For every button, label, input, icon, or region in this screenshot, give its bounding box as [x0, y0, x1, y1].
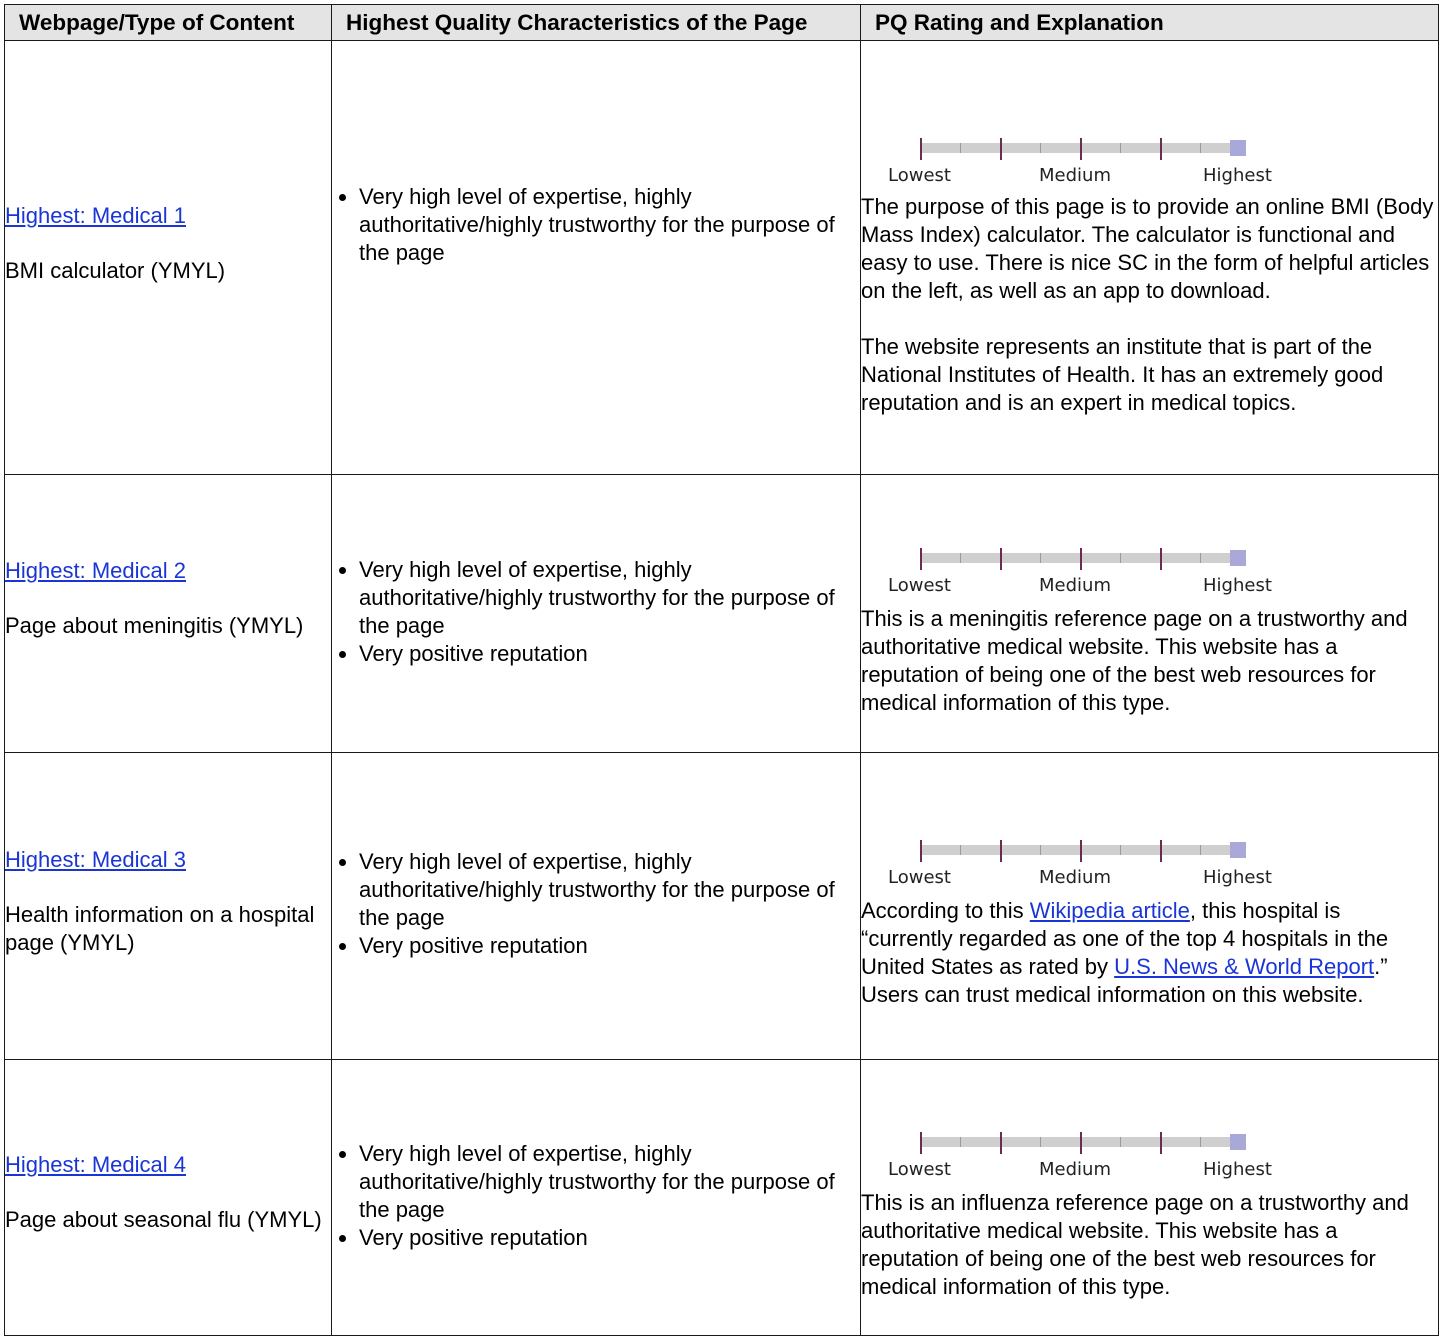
example-link[interactable]: Highest: Medical 2: [5, 558, 186, 583]
scale-major-tick: [1080, 1132, 1082, 1154]
scale-major-tick: [920, 138, 922, 160]
scale-major-tick: [1160, 840, 1162, 862]
scale-minor-tick: [1120, 553, 1121, 563]
content-type: BMI calculator (YMYL): [5, 258, 226, 283]
content-type: Page about meningitis (YMYL): [5, 613, 304, 638]
example-link[interactable]: Highest: Medical 4: [5, 1152, 186, 1177]
explanation-text-part: .” Users can trust medical information on this website.: [861, 954, 1388, 1007]
type-cell: [5, 1060, 332, 1336]
explanation-text: The website represents an institute that is part of the National Institutes of Health. It has an extremely good reputation and is an expert in medical topics.: [861, 333, 1384, 415]
header-characteristics: Highest Quality Characteristics of the Page: [332, 5, 861, 41]
scale-minor-tick: [960, 845, 961, 855]
scale-minor-tick: [1200, 1137, 1201, 1147]
scale-minor-tick: [1040, 143, 1041, 153]
characteristic-item: • Very positive reputation: [359, 640, 860, 668]
characteristics-cell: [332, 1060, 861, 1336]
wikipedia-article-link[interactable]: Wikipedia article: [1029, 898, 1190, 923]
rating-scale: [881, 1092, 1281, 1180]
scale-major-tick: [920, 548, 922, 570]
table-row: [5, 475, 1439, 753]
scale-minor-tick: [1040, 1137, 1041, 1147]
explanation-text-part: , this hospital is “currently regarded as one of the top 4 hospitals in the United States as rated by: [861, 898, 1389, 979]
type-cell: [5, 753, 332, 1060]
content-type: Health information on a hospital page (YMYL): [5, 901, 315, 955]
scale-major-tick: [1000, 840, 1002, 862]
scale-minor-tick: [1200, 553, 1201, 563]
scale-minor-tick: [960, 143, 961, 153]
explanation-text: This is an influenza reference page on a trustworthy and authoritative medical website. This website has a reputation of being one of the best web resources for medical information of this type.: [861, 1189, 1409, 1299]
scale-label-low: Lowest: [888, 1158, 951, 1180]
scale-major-tick: [1080, 840, 1082, 862]
example-link[interactable]: Highest: Medical 3: [5, 846, 186, 872]
rating-cell: [861, 41, 1439, 475]
scale-rating-marker: [1230, 842, 1246, 858]
content-type: Page about seasonal flu (YMYL): [5, 1207, 322, 1232]
scale-label-high: Highest: [1203, 164, 1272, 186]
scale-major-tick: [1160, 1132, 1162, 1154]
characteristic-item: • Very high level of expertise, highly authoritative/highly trustworthy for the purpose of the page: [359, 1140, 860, 1224]
scale-major-tick: [1000, 1132, 1002, 1154]
header-rating: PQ Rating and Explanation: [861, 5, 1439, 41]
scale-rating-marker: [1230, 550, 1246, 566]
explanation-text: [861, 897, 1438, 1009]
characteristics-cell: [332, 41, 861, 475]
scale-major-tick: [1000, 548, 1002, 570]
us-news-report-link[interactable]: U.S. News & World Report: [1114, 954, 1375, 979]
rating-table: [4, 4, 1439, 1336]
scale-minor-tick: [1200, 143, 1201, 153]
characteristics-cell: [332, 475, 861, 753]
scale-label-high: Highest: [1203, 867, 1272, 888]
scale-label-low: Lowest: [888, 164, 951, 186]
scale-major-tick: [1080, 138, 1082, 160]
scale-label-mid: Medium: [1039, 867, 1111, 888]
type-cell: [5, 41, 332, 475]
explanation-text-part: According to this: [861, 898, 1030, 923]
characteristic-item: • Very high level of expertise, highly authoritative/highly trustworthy for the purpose of the page: [359, 556, 860, 640]
scale-major-tick: [920, 840, 922, 862]
scale-label-high: Highest: [1203, 1158, 1272, 1180]
characteristic-item: • Very positive reputation: [359, 1224, 860, 1252]
scale-minor-tick: [960, 1137, 961, 1147]
scale-major-tick: [1160, 548, 1162, 570]
explanation-text: This is a meningitis reference page on a trustworthy and authoritative medical website. This website has a reputation of being one of the best web resources for medical information of this type.: [861, 605, 1408, 715]
explanation-text: The purpose of this page is to provide an online BMI (Body Mass Index) calculator. The calculator is functional and easy to use. There is nice SC in the form of helpful articles on the left, as well as an app to download.: [861, 193, 1434, 303]
scale-rating-marker: [1230, 1134, 1246, 1150]
scale-major-tick: [1160, 138, 1162, 160]
scale-major-tick: [1080, 548, 1082, 570]
scale-minor-tick: [1120, 143, 1121, 153]
table-row: [5, 1060, 1439, 1336]
example-link[interactable]: Highest: Medical 1: [5, 203, 186, 228]
scale-minor-tick: [1040, 553, 1041, 563]
rating-scale: [881, 98, 1281, 186]
scale-label-mid: Medium: [1039, 574, 1111, 596]
scale-minor-tick: [1040, 845, 1041, 855]
characteristics-cell: [332, 753, 861, 1060]
scale-label-low: Lowest: [888, 867, 951, 888]
scale-label-mid: Medium: [1039, 164, 1111, 186]
scale-minor-tick: [1120, 1137, 1121, 1147]
scale-label-high: Highest: [1203, 574, 1272, 596]
rating-cell: [861, 753, 1439, 1060]
characteristic-item: • Very high level of expertise, highly authoritative/highly trustworthy for the purpose of the page: [359, 848, 860, 932]
header-type: Webpage/Type of Content: [5, 5, 332, 41]
scale-minor-tick: [960, 553, 961, 563]
table-row: [5, 41, 1439, 475]
scale-rating-marker: [1230, 140, 1246, 156]
scale-label-mid: Medium: [1039, 1158, 1111, 1180]
scale-major-tick: [920, 1132, 922, 1154]
rating-scale: [881, 508, 1281, 596]
scale-minor-tick: [1200, 845, 1201, 855]
rating-cell: [861, 1060, 1439, 1336]
rating-scale: [881, 800, 1281, 888]
characteristic-item: • Very positive reputation: [359, 932, 860, 960]
table-row: [5, 753, 1439, 1060]
scale-major-tick: [1000, 138, 1002, 160]
characteristic-item: • Very high level of expertise, highly authoritative/highly trustworthy for the purpose of the page: [359, 183, 860, 267]
type-cell: [5, 475, 332, 753]
scale-label-low: Lowest: [888, 574, 951, 596]
rating-cell: [861, 475, 1439, 753]
scale-minor-tick: [1120, 845, 1121, 855]
header-row: [5, 5, 1439, 41]
